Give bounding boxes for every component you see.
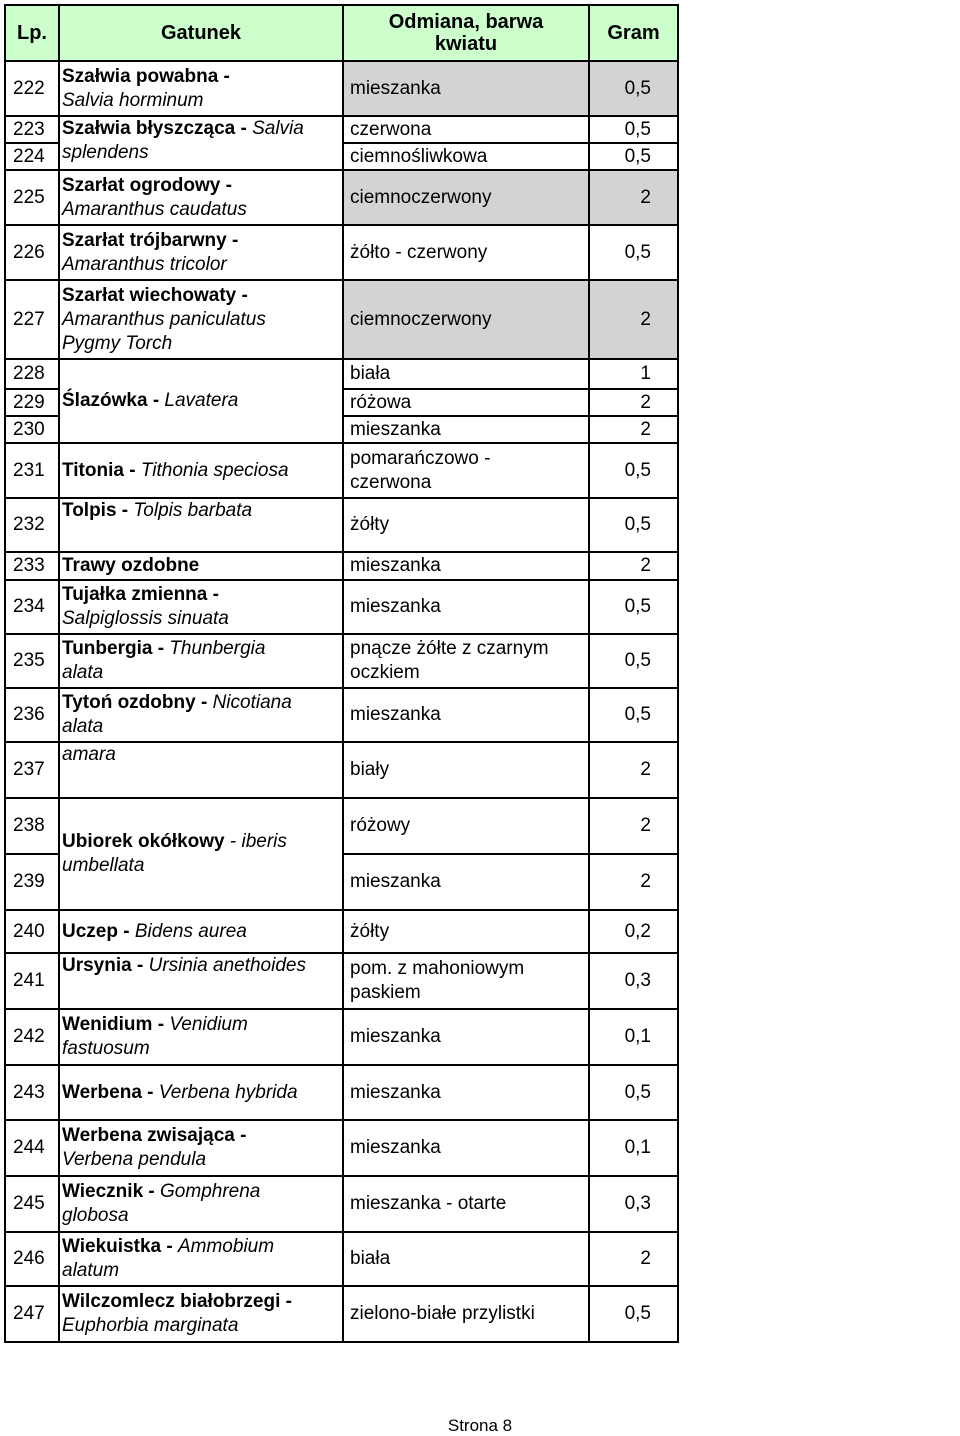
variety-cell — [344, 855, 590, 911]
variety-cell — [344, 911, 590, 954]
gram-value: 0,3 — [624, 970, 651, 991]
lp-number: 233 — [13, 555, 45, 576]
species-name — [60, 743, 332, 767]
species-cell — [60, 1233, 344, 1287]
species-cell — [60, 581, 344, 635]
variety-cell — [344, 499, 590, 553]
variety-cell — [344, 1287, 590, 1343]
lp-cell — [4, 1233, 60, 1287]
gram-value: 0,2 — [624, 920, 651, 942]
variety-text: biała — [350, 1248, 391, 1269]
gram-cell — [590, 171, 679, 226]
variety-text: biała — [350, 363, 391, 384]
lp-cell — [4, 417, 60, 444]
variety-cell — [344, 144, 590, 171]
lp-cell — [4, 226, 60, 281]
species-latin-name: Salpiglossis sinuata — [62, 608, 229, 629]
species-name — [60, 65, 252, 113]
variety-text: biały — [350, 759, 390, 780]
gram-cell — [590, 281, 679, 360]
gram-cell — [590, 635, 679, 689]
gram-value: 2 — [640, 186, 651, 208]
species-cell — [60, 635, 344, 689]
variety-text: ciemnoczerwony — [350, 308, 492, 330]
variety-text: pnącze żółte z czarnym oczkiem — [350, 638, 549, 683]
variety-cell — [344, 444, 590, 499]
variety-text: różowy — [350, 815, 411, 836]
species-cell — [60, 1066, 344, 1121]
gram-value: 0,5 — [624, 514, 651, 535]
gram-cell — [590, 144, 679, 171]
variety-cell — [344, 360, 590, 390]
species-latin-name: Ursinia anethoides — [148, 955, 306, 976]
page-footer — [0, 1416, 960, 1436]
variety-text: żółty — [350, 514, 390, 535]
variety-cell — [344, 689, 590, 743]
lp-cell — [4, 281, 60, 360]
variety-cell — [344, 62, 590, 117]
species-common-name: Ursynia - — [62, 955, 149, 976]
species-cell — [60, 1010, 344, 1066]
variety-cell — [344, 1066, 590, 1121]
species-latin-name: Salvia horminum — [62, 89, 204, 111]
lp-cell — [4, 855, 60, 911]
species-latin-name: Tithonia speciosa — [140, 459, 289, 481]
variety-cell — [344, 1010, 590, 1066]
variety-text: żółty — [350, 920, 390, 942]
variety-cell — [344, 226, 590, 281]
lp-number: 232 — [13, 514, 45, 535]
gram-cell — [590, 1010, 679, 1066]
lp-cell — [4, 171, 60, 226]
gram-cell — [590, 743, 679, 799]
species-latin-name: Amaranthus caudatus — [62, 198, 247, 220]
gram-cell — [590, 360, 679, 390]
gram-value: 2 — [640, 759, 651, 780]
variety-text: mieszanka — [350, 596, 441, 617]
lp-cell — [4, 144, 60, 171]
gram-cell — [590, 689, 679, 743]
variety-text: mieszanka - otarte — [350, 1193, 507, 1214]
species-latin-name: Salvia splendens — [62, 118, 304, 163]
species-latin-name: Gomphrena globosa — [62, 1181, 261, 1226]
variety-text: czerwona — [350, 118, 432, 140]
lp-cell — [4, 1121, 60, 1177]
variety-text: zielono-białe przylistki — [350, 1303, 535, 1324]
lp-number: 243 — [13, 1081, 45, 1103]
gram-value: 2 — [640, 308, 651, 330]
lp-cell — [4, 1066, 60, 1121]
gram-cell — [590, 553, 679, 581]
species-latin-name: amara — [62, 744, 116, 765]
species-common-name: Szarłat wiechowaty - — [62, 284, 248, 306]
lp-cell — [4, 743, 60, 799]
species-cell — [60, 360, 344, 444]
variety-cell — [344, 390, 590, 417]
gram-value: 0,5 — [624, 118, 651, 140]
species-cell — [60, 171, 344, 226]
species-name — [60, 554, 332, 578]
species-latin-name: Lavatera — [164, 390, 239, 411]
gram-value: 2 — [640, 871, 651, 892]
lp-number: 224 — [13, 145, 45, 167]
lp-number: 240 — [13, 920, 45, 942]
lp-number: 222 — [13, 77, 45, 99]
species-latin-name: Amaranthus paniculatus Pygmy Torch — [62, 308, 266, 354]
species-cell — [60, 499, 344, 553]
species-cell — [60, 1177, 344, 1233]
gram-cell — [590, 417, 679, 444]
variety-text: pomarańczowo - czerwona — [350, 447, 491, 493]
species-cell — [60, 226, 344, 281]
page-number: Strona 8 — [447, 1416, 513, 1435]
variety-cell — [344, 171, 590, 226]
seed-table — [4, 4, 959, 1343]
gram-value: 0,5 — [624, 77, 651, 99]
variety-cell — [344, 954, 590, 1010]
species-common-name: Tujałka zmienna - — [62, 584, 219, 605]
variety-text: ciemnośliwkowa — [350, 145, 488, 167]
lp-cell — [4, 1177, 60, 1233]
lp-cell — [4, 553, 60, 581]
species-cell — [60, 1121, 344, 1177]
species-name — [60, 117, 342, 165]
lp-number: 247 — [13, 1303, 45, 1324]
species-latin-name: Thunbergia alata — [62, 638, 266, 683]
species-common-name: Ślazówka - — [62, 390, 165, 411]
gram-cell — [590, 1177, 679, 1233]
variety-cell — [344, 635, 590, 689]
lp-number: 237 — [13, 759, 45, 780]
lp-number: 231 — [13, 459, 45, 481]
lp-cell — [4, 581, 60, 635]
lp-cell — [4, 799, 60, 855]
species-latin-name: Bidens aurea — [134, 920, 247, 942]
header-species-text: Gatunek — [160, 22, 242, 44]
variety-cell — [344, 417, 590, 444]
variety-text: pom. z mahoniowym paskiem — [350, 958, 525, 1003]
species-name — [60, 1081, 342, 1105]
gram-cell — [590, 581, 679, 635]
species-common-name: Szarłat trójbarwny - — [62, 229, 239, 251]
lp-number: 238 — [13, 815, 45, 836]
species-name — [60, 1180, 292, 1228]
species-cell — [60, 954, 344, 1010]
lp-number: 226 — [13, 241, 45, 263]
header-lp-text: Lp. — [17, 22, 47, 44]
species-common-name: Szarłat ogrodowy - — [62, 174, 232, 196]
variety-cell — [344, 281, 590, 360]
lp-cell — [4, 1287, 60, 1343]
gram-cell — [590, 911, 679, 954]
variety-cell — [344, 1177, 590, 1233]
gram-cell — [590, 1287, 679, 1343]
gram-value: 0,5 — [624, 704, 651, 725]
species-name — [60, 284, 302, 356]
variety-cell — [344, 553, 590, 581]
gram-cell — [590, 799, 679, 855]
lp-cell — [4, 444, 60, 499]
lp-cell — [4, 1010, 60, 1066]
variety-text: mieszanka — [350, 704, 441, 725]
species-common-name: Wiecznik - — [62, 1181, 161, 1202]
gram-value: 2 — [640, 815, 651, 836]
lp-number: 239 — [13, 871, 45, 892]
gram-value: 0,5 — [624, 596, 651, 617]
gram-cell — [590, 117, 679, 144]
lp-cell — [4, 911, 60, 954]
species-common-name: Trawy ozdobne — [62, 555, 200, 576]
gram-value: 0,5 — [624, 241, 651, 263]
species-common-name: Werbena - — [62, 1081, 159, 1103]
header-variety-text: Odmiana, barwa kwiatu — [388, 11, 544, 55]
gram-value: 0,5 — [624, 1303, 651, 1324]
gram-value: 2 — [640, 418, 651, 440]
gram-value: 0,5 — [624, 1081, 651, 1103]
species-name — [60, 954, 342, 978]
lp-cell — [4, 954, 60, 1010]
variety-cell — [344, 799, 590, 855]
species-latin-name: Nicotiana alata — [62, 692, 292, 737]
species-cell — [60, 743, 344, 799]
species-common-name: Tytoń ozdobny - — [62, 692, 213, 713]
gram-value: 0,1 — [624, 1137, 651, 1158]
lp-number: 236 — [13, 704, 45, 725]
variety-text: mieszanka — [350, 1137, 441, 1158]
species-latin-name: Ammobium alatum — [62, 1236, 275, 1281]
variety-text: mieszanka — [350, 555, 441, 576]
species-latin-name: Verbena hybrida — [158, 1081, 298, 1103]
species-cell — [60, 281, 344, 360]
lp-number: 242 — [13, 1026, 45, 1047]
species-name — [60, 1290, 342, 1338]
lp-number: 244 — [13, 1137, 45, 1158]
species-latin-name: Euphorbia marginata — [62, 1315, 239, 1336]
variety-text: różowa — [350, 391, 412, 413]
variety-cell — [344, 1121, 590, 1177]
species-common-name: Wenidium - — [62, 1014, 170, 1035]
lp-number: 227 — [13, 308, 45, 330]
header-species — [60, 4, 344, 62]
lp-cell — [4, 499, 60, 553]
gram-cell — [590, 226, 679, 281]
species-cell — [60, 62, 344, 117]
lp-number: 230 — [13, 418, 45, 440]
species-name — [60, 830, 332, 878]
lp-cell — [4, 689, 60, 743]
gram-value: 0,1 — [624, 1026, 651, 1047]
species-name — [60, 499, 332, 523]
gram-value: 1 — [640, 363, 651, 384]
variety-text: mieszanka — [350, 1026, 441, 1047]
species-name — [60, 691, 332, 739]
gram-value: 2 — [640, 555, 651, 576]
lp-number: 228 — [13, 363, 45, 384]
gram-value: 0,5 — [624, 145, 651, 167]
species-cell — [60, 117, 344, 171]
lp-number: 241 — [13, 970, 45, 991]
lp-number: 223 — [13, 118, 45, 140]
gram-cell — [590, 444, 679, 499]
species-name — [60, 459, 332, 483]
species-common-name: Ubiorek okółkowy — [62, 831, 225, 852]
species-cell — [60, 1287, 344, 1343]
species-latin-name: Amaranthus tricolor — [62, 253, 227, 275]
lp-number: 245 — [13, 1193, 45, 1214]
species-cell — [60, 689, 344, 743]
species-name — [60, 920, 342, 944]
variety-text: mieszanka — [350, 77, 441, 99]
variety-cell — [344, 1233, 590, 1287]
species-common-name: Wiekuistka - — [62, 1236, 178, 1257]
species-cell — [60, 911, 344, 954]
variety-text: żółto - czerwony — [350, 241, 488, 263]
species-name — [60, 1013, 282, 1061]
gram-cell — [590, 855, 679, 911]
variety-cell — [344, 117, 590, 144]
lp-cell — [4, 360, 60, 390]
species-common-name: Werbena zwisająca - — [62, 1125, 247, 1146]
lp-cell — [4, 117, 60, 144]
species-name — [60, 1235, 292, 1283]
lp-cell — [4, 390, 60, 417]
lp-number: 234 — [13, 596, 45, 617]
variety-text: mieszanka — [350, 871, 441, 892]
species-common-name: Szałwia powabna - — [62, 65, 230, 87]
species-cell — [60, 444, 344, 499]
lp-cell — [4, 62, 60, 117]
species-latin-name: - iberis umbellata — [62, 831, 287, 876]
gram-cell — [590, 499, 679, 553]
gram-cell — [590, 954, 679, 1010]
variety-text: ciemnoczerwony — [350, 186, 492, 208]
species-name — [60, 583, 282, 631]
species-name — [60, 174, 272, 222]
lp-number: 235 — [13, 650, 45, 671]
species-cell — [60, 553, 344, 581]
header-variety — [344, 4, 590, 62]
species-common-name: Szałwia błyszcząca - — [62, 118, 253, 139]
species-common-name: Tunbergia - — [62, 638, 170, 659]
variety-cell — [344, 581, 590, 635]
lp-cell — [4, 635, 60, 689]
species-name — [60, 389, 332, 413]
variety-text: mieszanka — [350, 1081, 441, 1103]
species-name — [60, 1124, 282, 1172]
gram-cell — [590, 1066, 679, 1121]
gram-value: 0,5 — [624, 650, 651, 671]
gram-cell — [590, 390, 679, 417]
gram-cell — [590, 62, 679, 117]
species-latin-name: Venidium fastuosum — [62, 1014, 248, 1059]
lp-number: 246 — [13, 1248, 45, 1269]
variety-cell — [344, 743, 590, 799]
species-latin-name: Tolpis barbata — [133, 500, 253, 521]
species-latin-name: Verbena pendula — [62, 1149, 207, 1170]
species-name — [60, 229, 272, 277]
gram-value: 2 — [640, 391, 651, 413]
species-cell — [60, 799, 344, 911]
species-common-name: Wilczomlecz białobrzegi - — [62, 1291, 292, 1312]
gram-cell — [590, 1233, 679, 1287]
gram-value: 2 — [640, 1248, 651, 1269]
variety-text: mieszanka — [350, 418, 441, 440]
lp-number: 229 — [13, 391, 45, 413]
species-common-name: Uczep - — [62, 920, 135, 942]
species-name — [60, 637, 302, 685]
header-gram-text: Gram — [607, 22, 660, 44]
gram-cell — [590, 1121, 679, 1177]
gram-value: 0,5 — [624, 459, 651, 481]
header-lp — [4, 4, 60, 62]
lp-number: 225 — [13, 186, 45, 208]
header-gram — [590, 4, 679, 62]
gram-value: 0,3 — [624, 1193, 651, 1214]
species-common-name: Titonia - — [62, 459, 141, 481]
species-common-name: Tolpis - — [62, 500, 134, 521]
